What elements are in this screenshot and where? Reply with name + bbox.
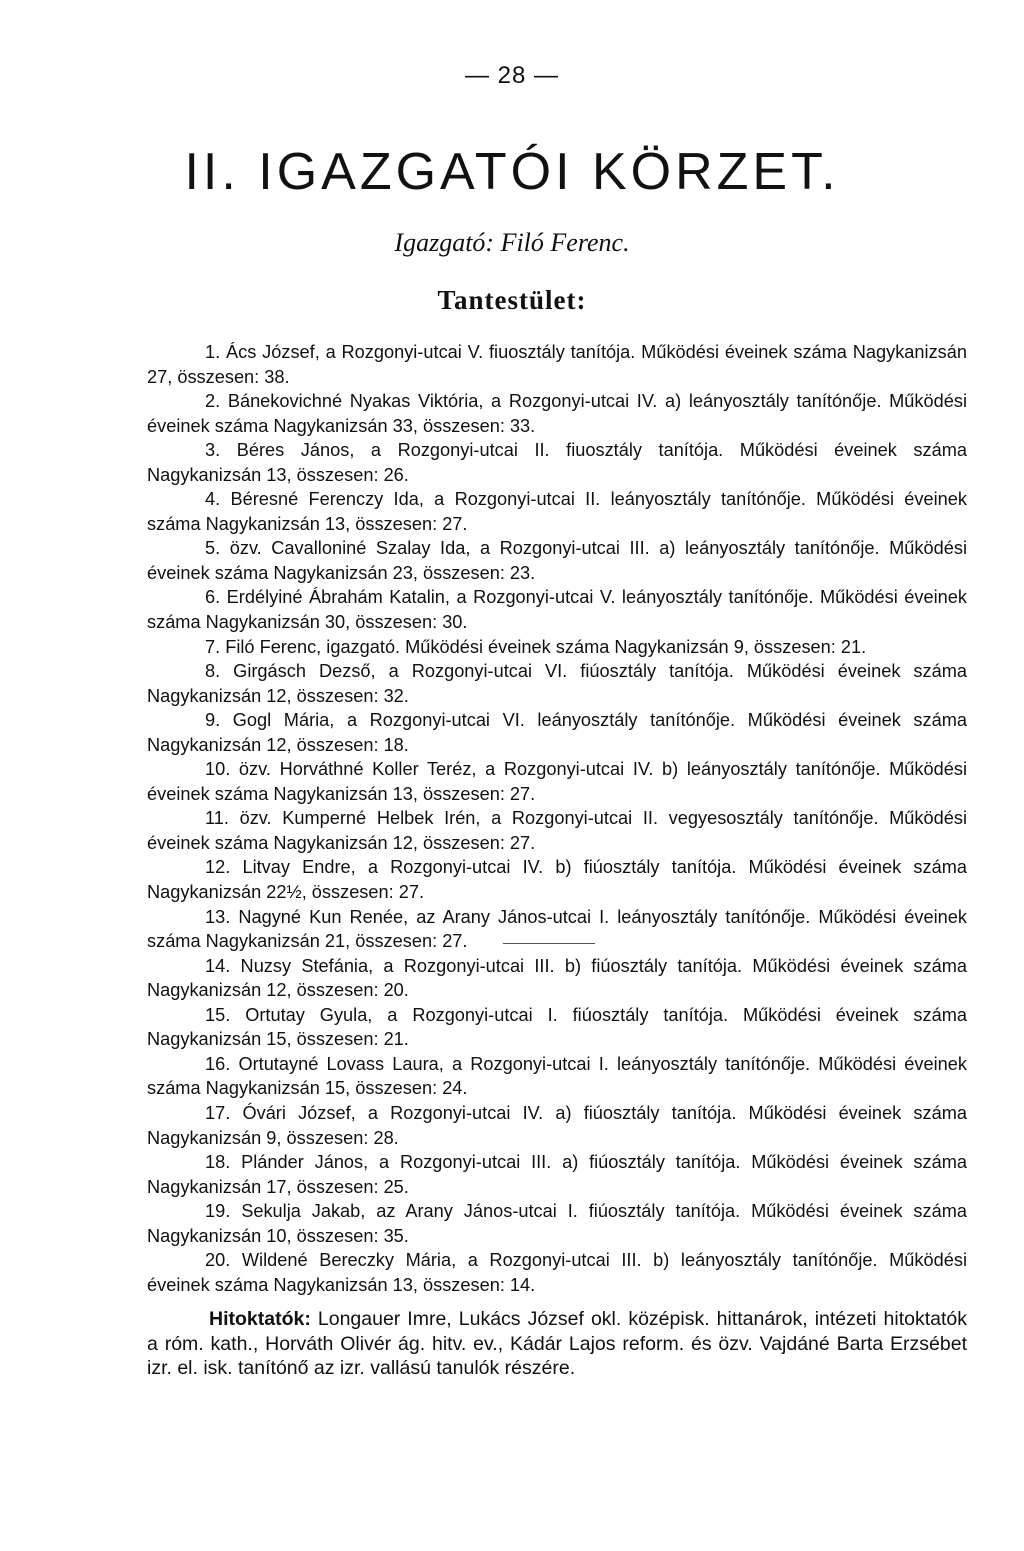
- staff-title: Tantestület:: [437, 285, 587, 315]
- staff-entry-15: 15. Ortutay Gyula, a Rozgonyi-utcai I. fiúosztály tanítója. Működési éveinek száma Nagykanizsán 15, összesen: 21.: [147, 1004, 967, 1050]
- staff-entry-6: 6. Erdélyiné Ábrahám Katalin, a Rozgonyi-utcai V. leányosztály tanítónője. Működési éveinek száma Nagykanizsán 30, összesen: 30.: [147, 587, 967, 633]
- section-heading: II. IGAZGATÓI KÖRZET.: [184, 143, 840, 201]
- director-line: Igazgató: Filó Ferenc.: [394, 228, 630, 257]
- staff-list: [147, 340, 967, 1400]
- staff-entry-19: 19. Sekulja Jakab, az Arany János-utcai I. fiúosztály tanítója. Működési éveinek száma Nagykanizsán 10, összesen: 35.: [147, 1201, 967, 1246]
- staff-entry-10: 10. özv. Horváthné Koller Teréz, a Rozgonyi-utcai IV. b) leányosztály tanítónője. Működési éveinek száma Nagykanizsán 13, összesen: 27.: [147, 759, 967, 804]
- religion-teachers-text: Longauer Imre, Lukács József okl. középisk. hittanárok, intézeti hitoktatók a róm. kath., Horváth Olivér ág. hitv. ev., Kádár Lajos reform. és özv. Vajdáné Barta Erzsébet izr. el. isk. tanítónő az izr. vallású tanulók részére.: [147, 1308, 967, 1380]
- staff-entry-12: 12. Litvay Endre, a Rozgonyi-utcai IV. b) fiúosztály tanítója. Működési éveinek száma Nagykanizsán 22½, összesen: 27.: [147, 857, 967, 903]
- staff-entry-11: 11. özv. Kumperné Helbek Irén, a Rozgonyi-utcai II. vegyesosztály tanítónője. Működési éveinek száma Nagykanizsán 12, összesen: 27.: [147, 808, 967, 853]
- staff-entry-18: 18. Plánder János, a Rozgonyi-utcai III. a) fiúosztály tanítója. Működési éveinek száma Nagykanizsán 17, összesen: 25.: [147, 1152, 967, 1197]
- staff-entry-3: 3. Béres János, a Rozgonyi-utcai II. fiuosztály tanítója. Működési éveinek száma Nagykanizsán 13, összesen: 26.: [147, 440, 967, 485]
- staff-entry-1: 1. Ács József, a Rozgonyi-utcai V. fiuosztály tanítója. Működési éveinek száma Nagykanizsán 27, összesen: 38.: [147, 342, 967, 387]
- staff-entry-20: 20. Wildené Bereczky Mária, a Rozgonyi-utcai III. b) leányosztály tanítónője. Működési éveinek száma Nagykanizsán 13, összesen: 14.: [147, 1250, 967, 1295]
- staff-entry-8: 8. Girgásch Dezső, a Rozgonyi-utcai VI. fiúosztály tanítója. Működési éveinek száma Nagykanizsán 12, összesen: 32.: [147, 661, 967, 706]
- staff-entry-14: 14. Nuzsy Stefánia, a Rozgonyi-utcai III. b) fiúosztály tanítója. Működési éveinek száma Nagykanizsán 12, összesen: 20.: [147, 955, 967, 1001]
- page-number: — 28 —: [464, 62, 560, 89]
- staff-entry-5: 5. özv. Cavalloniné Szalay Ida, a Rozgonyi-utcai III. a) leányosztály tanítónője. Működési éveinek száma Nagykanizsán 23, összesen: 23.: [147, 538, 967, 583]
- religion-teachers-label: Hitoktatók:: [209, 1308, 311, 1331]
- staff-entry-13: 13. Nagyné Kun Renée, az Arany János-utcai I. leányosztály tanítónője. Működési éveinek száma Nagykanizsán 21, összesen: 27.: [147, 906, 967, 952]
- staff-entry-4: 4. Béresné Ferenczy Ida, a Rozgonyi-utcai II. leányosztály tanítónője. Működési éveinek száma Nagykanizsán 13, összesen: 27.: [147, 489, 967, 534]
- religion-teachers-paragraph: [147, 1307, 967, 1381]
- staff-entry-17: 17. Óvári József, a Rozgonyi-utcai IV. a) fiúosztály tanítója. Működési éveinek száma Nagykanizsán 9, összesen: 28.: [147, 1102, 967, 1148]
- staff-entry-2: 2. Bánekovichné Nyakas Viktória, a Rozgonyi-utcai IV. a) leányosztály tanítónője. Működési éveinek száma Nagykanizsán 33, összesen: 33.: [147, 391, 967, 436]
- staff-entry-7: 7. Filó Ferenc, igazgató. Működési éveinek száma Nagykanizsán 9, összesen: 21.: [205, 636, 867, 657]
- staff-entry-9: 9. Gogl Mária, a Rozgonyi-utcai VI. leányosztály tanítónője. Működési éveinek száma Nagykanizsán 12, összesen: 18.: [147, 710, 967, 755]
- staff-entry-16: 16. Ortutayné Lovass Laura, a Rozgonyi-utcai I. leányosztály tanítónője. Működési éveinek száma Nagykanizsán 15, összesen: 24.: [147, 1053, 967, 1099]
- closing-rule: [503, 943, 595, 944]
